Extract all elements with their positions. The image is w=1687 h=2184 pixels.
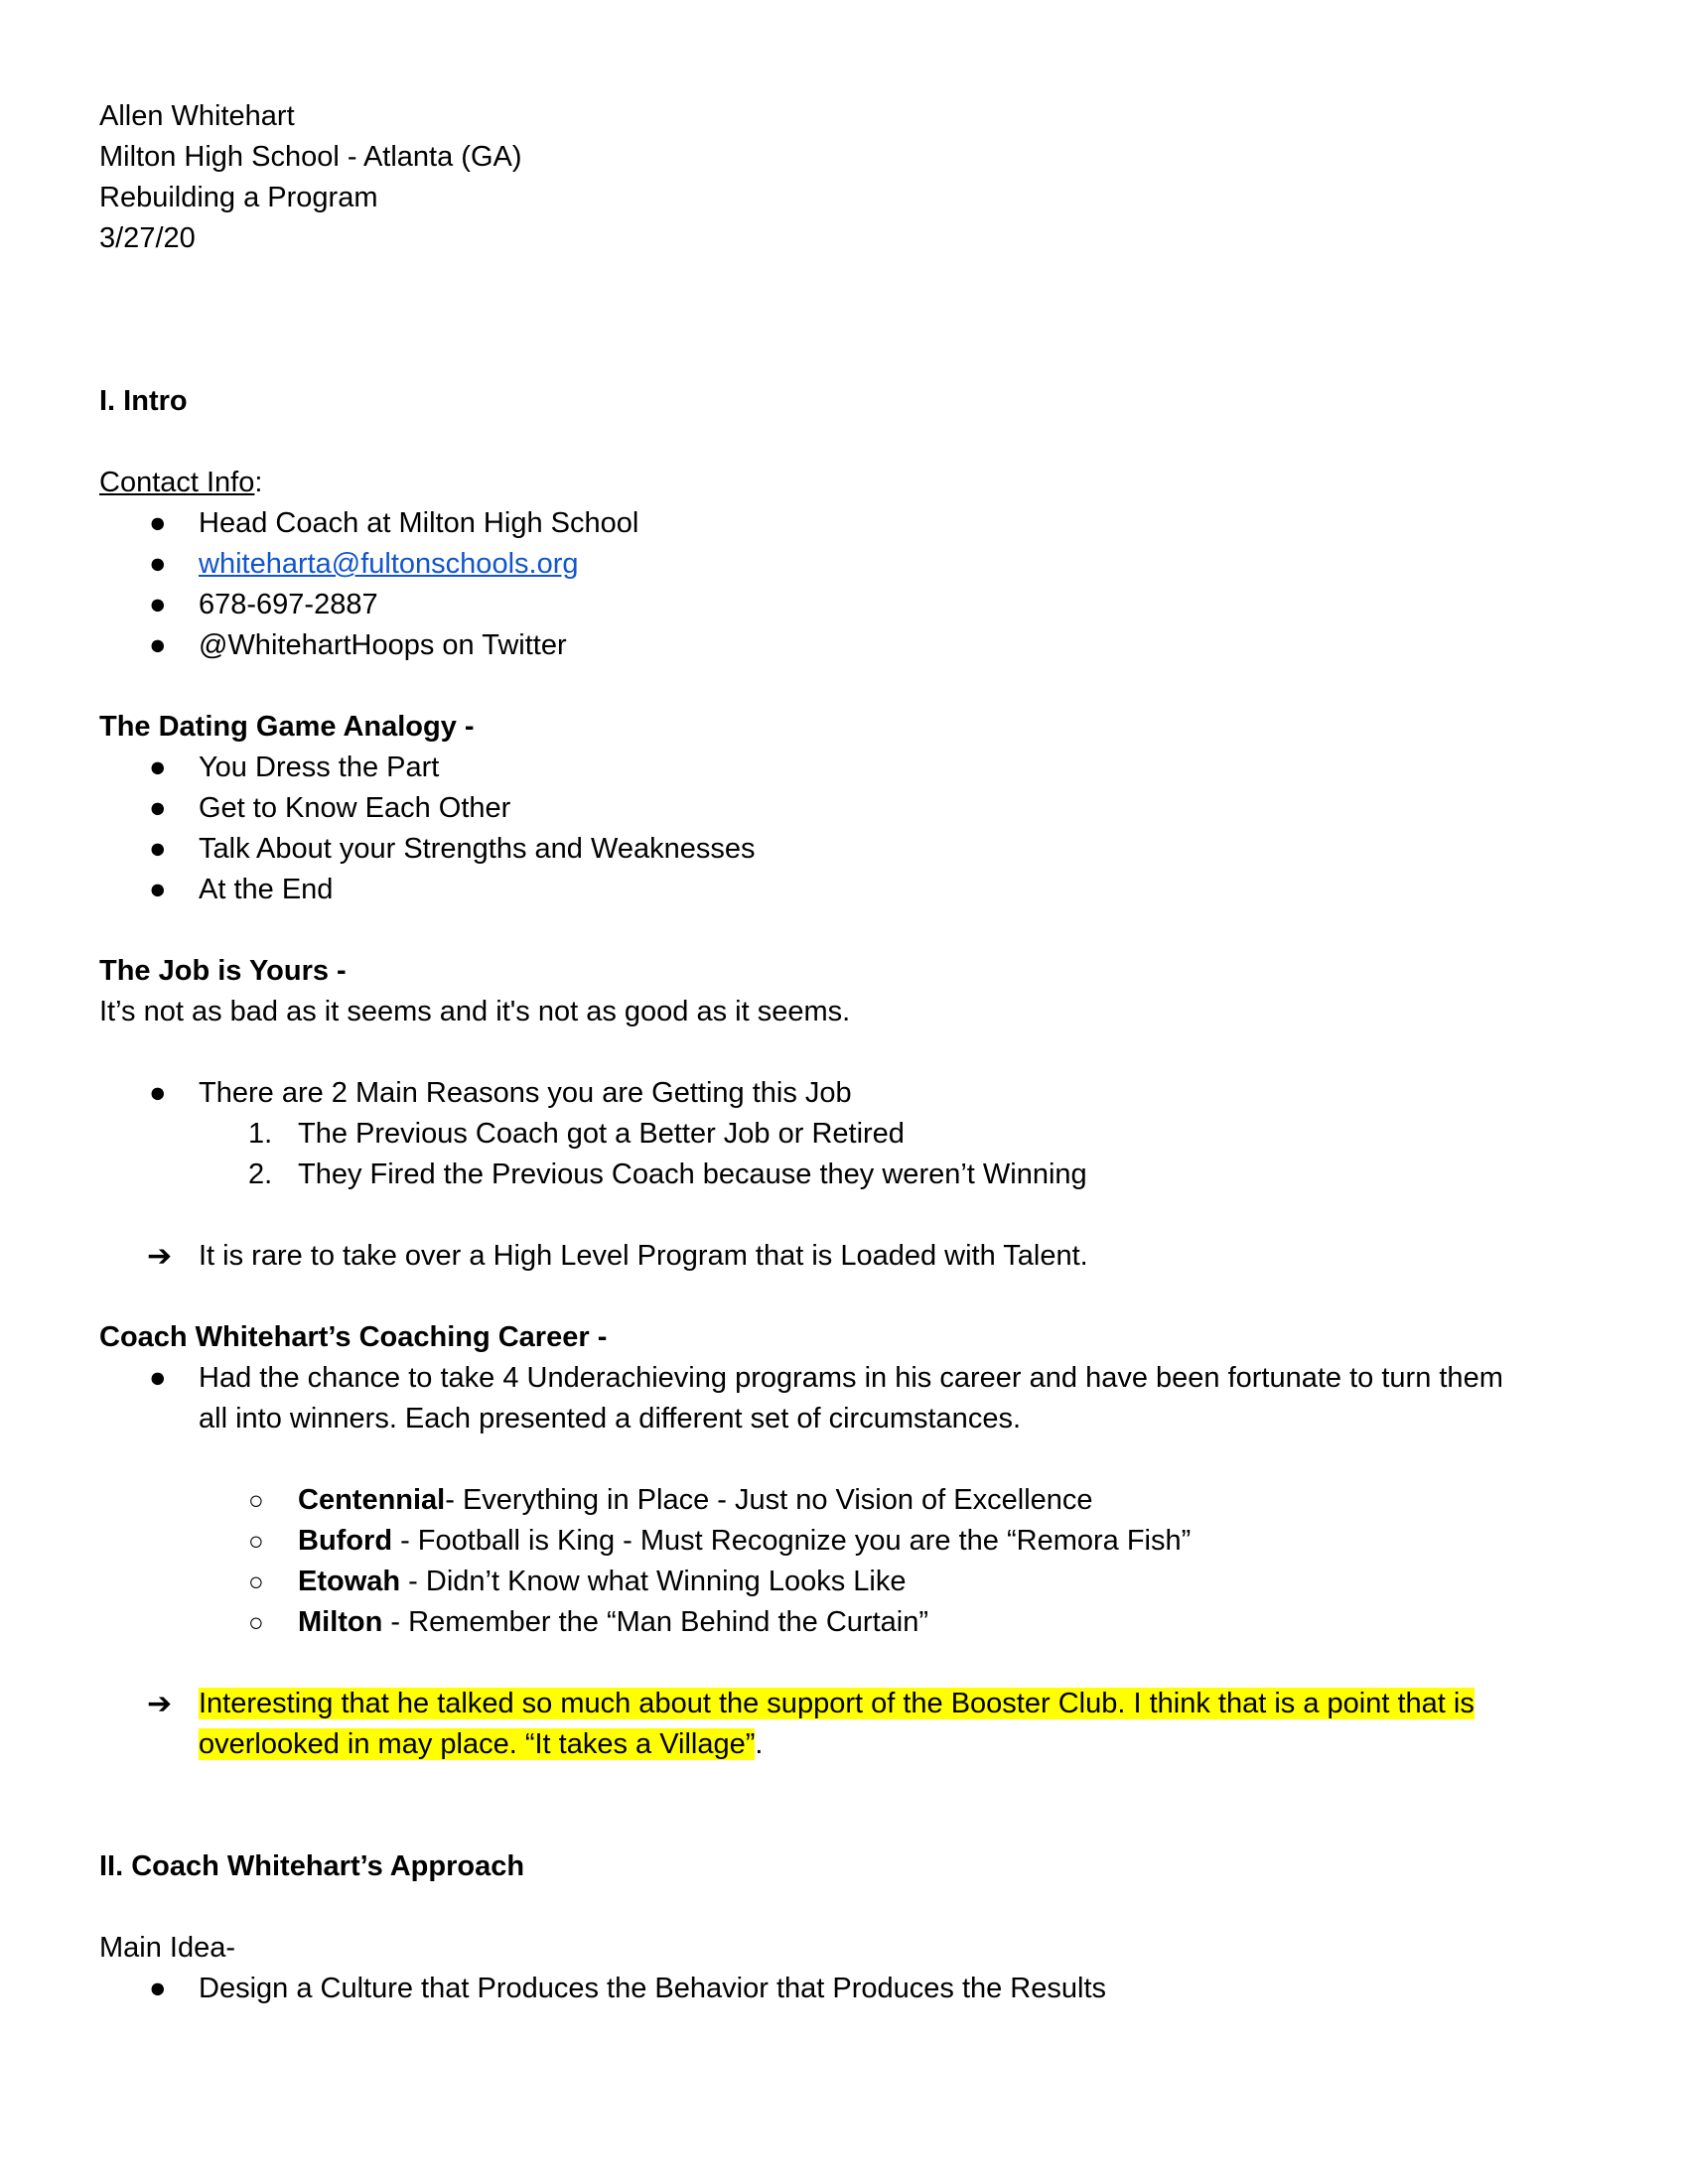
program-item xyxy=(298,1562,906,1602)
list-number: 1. xyxy=(248,1118,273,1150)
highlighted-note-line2 xyxy=(199,1724,763,1765)
program-name: Buford xyxy=(298,1525,393,1557)
program-desc: - Didn’t Know what Winning Looks Like xyxy=(400,1566,907,1597)
contact-item-role: Head Coach at Milton High School xyxy=(199,507,639,539)
main-idea-label: Main Idea- xyxy=(99,1932,236,1964)
contact-info-text: Contact Info xyxy=(99,467,255,498)
bullet-icon: ● xyxy=(149,1973,167,2004)
highlighted-note-line1 xyxy=(199,1684,1475,1724)
bullet-icon: ● xyxy=(149,751,167,783)
dating-item: At the End xyxy=(199,874,334,905)
section-heading-intro: I. Intro xyxy=(99,385,188,417)
contact-email-link[interactable]: whiteharta@fultonschools.org xyxy=(199,548,579,580)
section-heading-approach: II. Coach Whitehart’s Approach xyxy=(99,1850,525,1882)
program-desc: - Everything in Place - Just no Vision of Excellence xyxy=(445,1484,1093,1516)
job-heading: The Job is Yours - xyxy=(99,955,347,987)
highlight-text: overlooked in may place. “It takes a Village” xyxy=(199,1728,756,1760)
program-name: Centennial xyxy=(298,1484,446,1516)
highlight-text: Interesting that he talked so much about the support of the Booster Club. I think that is a point that is xyxy=(199,1688,1475,1719)
bullet-icon: ● xyxy=(149,548,167,580)
career-heading: Coach Whitehart’s Coaching Career - xyxy=(99,1321,608,1353)
date-line: 3/27/20 xyxy=(99,222,196,254)
note-period: . xyxy=(755,1728,764,1760)
arrow-icon: ➔ xyxy=(147,1688,173,1720)
bullet-icon: ● xyxy=(149,629,167,661)
contact-item-phone: 678-697-2887 xyxy=(199,589,378,620)
program-item xyxy=(298,1521,1191,1562)
topic-line: Rebuilding a Program xyxy=(99,182,378,213)
dating-game-heading: The Dating Game Analogy - xyxy=(99,711,475,743)
job-arrow-note: It is rare to take over a High Level Program that is Loaded with Talent. xyxy=(199,1240,1088,1272)
circle-bullet-icon: ○ xyxy=(248,1607,264,1637)
dating-item: You Dress the Part xyxy=(199,751,440,783)
contact-item-twitter: @WhitehartHoops on Twitter xyxy=(199,629,567,661)
career-bullet-line1: Had the chance to take 4 Underachieving programs in his career and have been fortunate to turn them xyxy=(199,1362,1503,1394)
school-line: Milton High School - Atlanta (GA) xyxy=(99,141,522,173)
author-name: Allen Whitehart xyxy=(99,100,295,132)
bullet-icon: ● xyxy=(149,792,167,824)
dating-item: Get to Know Each Other xyxy=(199,792,511,824)
contact-info-colon: : xyxy=(254,467,263,498)
program-name: Milton xyxy=(298,1606,383,1638)
career-bullet-line2: all into winners. Each presented a different set of circumstances. xyxy=(199,1403,1022,1434)
job-reason: The Previous Coach got a Better Job or Retired xyxy=(298,1118,905,1150)
program-item xyxy=(298,1602,928,1643)
circle-bullet-icon: ○ xyxy=(248,1567,264,1596)
list-number: 2. xyxy=(248,1159,273,1190)
program-desc: - Remember the “Man Behind the Curtain” xyxy=(382,1606,928,1638)
program-desc: - Football is King - Must Recognize you are the “Remora Fish” xyxy=(392,1525,1192,1557)
bullet-icon: ● xyxy=(149,589,167,620)
bullet-icon: ● xyxy=(149,1077,167,1109)
bullet-icon: ● xyxy=(149,874,167,905)
arrow-icon: ➔ xyxy=(147,1240,173,1273)
circle-bullet-icon: ○ xyxy=(248,1485,264,1515)
bullet-icon: ● xyxy=(149,833,167,865)
bullet-icon: ● xyxy=(149,1362,167,1394)
dating-item: Talk About your Strengths and Weaknesses xyxy=(199,833,756,865)
job-bullet: There are 2 Main Reasons you are Getting this Job xyxy=(199,1077,852,1109)
circle-bullet-icon: ○ xyxy=(248,1526,264,1556)
contact-info-label xyxy=(99,463,262,503)
main-idea-item: Design a Culture that Produces the Behavior that Produces the Results xyxy=(199,1973,1107,2004)
job-reason: They Fired the Previous Coach because they weren’t Winning xyxy=(298,1159,1087,1190)
bullet-icon: ● xyxy=(149,507,167,539)
program-name: Etowah xyxy=(298,1566,401,1597)
job-text: It’s not as bad as it seems and it's not as good as it seems. xyxy=(99,996,851,1027)
program-item xyxy=(298,1480,1093,1521)
